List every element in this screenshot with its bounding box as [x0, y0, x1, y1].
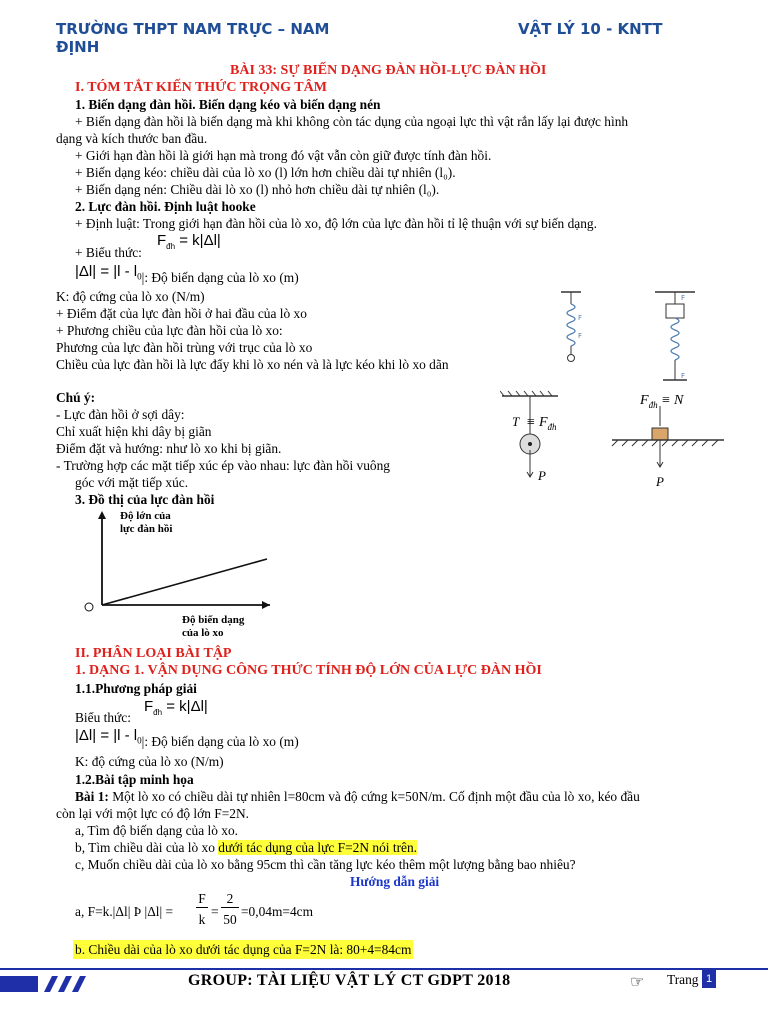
fraction-numerator: F: [198, 891, 206, 906]
svg-text:P: P: [656, 474, 664, 489]
x-label: của lò xo: [182, 627, 224, 639]
note-heading: Chú ý:: [56, 390, 96, 405]
paragraph: + Biến dạng nén: Chiều dài lò xo (l) nhỏ hơn chiều dài tự nhiên (l₀).: [75, 182, 440, 197]
method-heading: 1.1.Phương pháp giải: [75, 681, 197, 696]
answer-b: b. Chiều dài của lò xo dưới tác dụng của F=2N là: 80+4=84cm: [75, 942, 412, 957]
solution-heading: Hướng dẫn giải: [350, 874, 440, 889]
paragraph: + Biến dạng đàn hồi là biến dạng mà khi không còn tác dụng của ngoại lực thì vật rắn lấy lại được hình: [75, 114, 629, 129]
footer-rule: [0, 968, 768, 970]
origin-marker: [85, 603, 93, 611]
question-b: b, Tìm chiều dài của lò xo dưới tác dụng của lực F=2N nói trên.: [75, 840, 418, 855]
example-heading: 1.2.Bài tập minh họa: [75, 772, 194, 787]
paragraph: K: độ cứng của lò xo (N/m): [56, 289, 205, 304]
paragraph: Chiều của lực đàn hồi là lực đẩy khi lò xo nén và là lực kéo khi lò xo dãn: [56, 357, 449, 372]
page-number: 1: [702, 970, 716, 988]
section-2-heading: II. PHÂN LOẠI BÀI TẬP: [75, 646, 232, 661]
svg-text:F: F: [681, 372, 686, 380]
paragraph: - Lực đàn hồi ở sợi dây:: [56, 407, 185, 422]
fraction-numerator: 2: [226, 891, 234, 906]
paragraph: dạng và kích thước ban đầu.: [56, 131, 208, 146]
paragraph: góc với mặt tiếp xúc.: [75, 475, 189, 490]
paragraph: + Giới hạn đàn hồi là giới hạn mà trong đó vật vẫn còn giữ được tính đàn hồi.: [75, 148, 492, 163]
paragraph: + Biến dạng kéo: chiều dài của lò xo (l) lớn hơn chiều dài tự nhiên (l₀).: [75, 165, 456, 180]
subsection-3-heading: 3. Đồ thị của lực đàn hồi: [75, 492, 215, 507]
fraction-denominator: 50: [223, 912, 237, 927]
paragraph: Chỉ xuất hiện khi dây bị giãn: [56, 424, 212, 439]
page-label: Trang: [667, 972, 699, 987]
answer-a-text: a, F=k.|Δl| Þ |Δl| =: [75, 904, 174, 919]
rope-equation: ≡ $F_{đh}$: [526, 415, 557, 432]
question-c: c, Muốn chiều dài của lò xo bằng 95cm thì cần tăng lực kéo thêm một lượng bằng bao nhiêu?: [75, 857, 576, 872]
school-name: TRƯỜNG THPT NAM TRỰC – NAM ĐỊNH: [56, 20, 330, 56]
fraction-bar: [196, 907, 208, 908]
elastic-force-graph: [80, 505, 280, 640]
series-line: [102, 559, 267, 605]
svg-text:T: T: [512, 414, 520, 429]
lesson-title: BÀI 33: SỰ BIẾN DẠNG ĐÀN HỒI-LỰC ĐÀN HỒI: [230, 63, 547, 78]
subsection-1-heading: 1. Biến dạng đàn hồi. Biến dạng kéo và biến dạng nén: [75, 97, 381, 112]
footer-stripes: [0, 972, 100, 996]
subject-label: VẬT LÝ 10 - KNTT: [518, 20, 663, 38]
table-equation: $F_{đh} \equiv N$: [640, 393, 684, 410]
paragraph: + Điểm đặt của lực đàn hồi ở hai đầu của lò xo: [56, 306, 307, 321]
equals-sign: =: [211, 904, 219, 919]
question-a: a, Tìm độ biến dạng của lò xo.: [75, 823, 239, 838]
paragraph: Điểm đặt và hướng: như lò xo khi bị giãn.: [56, 441, 282, 456]
deformation-formula: $|\Delta l| = |l - l_0|$: Độ biến dạng của lò xo (m): [75, 727, 299, 749]
type-1-heading: 1. DẠNG 1. VẬN DỤNG CÔNG THỨC TÍNH ĐỘ LỚN CỦA LỰC ĐÀN HỒI: [75, 663, 542, 678]
pointing-hand-icon: ☞: [630, 974, 645, 991]
hooke-formula: $F_{đh} = k|\Delta l|$: [157, 232, 221, 251]
fraction-bar: [221, 907, 239, 908]
paragraph: - Trường hợp các mặt tiếp xúc ép vào nhau: lực đàn hồi vuông: [56, 458, 390, 473]
fraction-denominator: k: [198, 912, 206, 927]
paragraph: còn lại với một lực có độ lớn F=2N.: [56, 806, 249, 821]
svg-text:F: F: [681, 294, 686, 302]
y-label: lực đàn hồi: [120, 523, 173, 535]
expression-label: Biểu thức:: [75, 710, 131, 725]
paragraph: + Phương chiều của lực đàn hồi của lò xo:: [56, 323, 283, 338]
subsection-2-heading: 2. Lực đàn hồi. Định luật hooke: [75, 199, 256, 214]
exercise-1: Bài 1: Một lò xo có chiều dài tự nhiên l=80cm và độ cứng k=50N/m. Cố định một đầu của lò xo, kéo đầu: [75, 789, 640, 804]
svg-text:P: P: [538, 468, 546, 483]
paragraph: Phương của lực đàn hồi trùng với trục của lò xo: [56, 340, 313, 355]
x-label: Độ biến dạng: [182, 614, 245, 626]
y-label: Độ lớn của: [120, 510, 171, 522]
footer-group: GROUP: TÀI LIỆU VẬT LÝ CT GDPT 2018: [188, 972, 511, 989]
svg-text:F: F: [578, 314, 583, 322]
spring-figures: [545, 288, 735, 388]
section-1-heading: I. TÓM TẮT KIẾN THỨC TRỌNG TÂM: [75, 80, 327, 95]
deformation-formula: $|\Delta l| = |l - l_0|$: Độ biến dạng của lò xo (m): [75, 263, 299, 285]
hooke-formula: $F_{đh} = k|\Delta l|$: [144, 698, 208, 717]
hooke-law: + Định luật: Trong giới hạn đàn hồi của lò xo, độ lớn của lực đàn hồi tỉ lệ thuận với sự biến dạng.: [75, 216, 597, 231]
paragraph: K: độ cứng của lò xo (N/m): [75, 754, 224, 769]
expression-label: + Biểu thức:: [75, 245, 142, 260]
svg-text:F: F: [578, 332, 583, 340]
answer-a-result: =0,04m=4cm: [241, 904, 314, 919]
rope-force-figure: [500, 390, 590, 490]
